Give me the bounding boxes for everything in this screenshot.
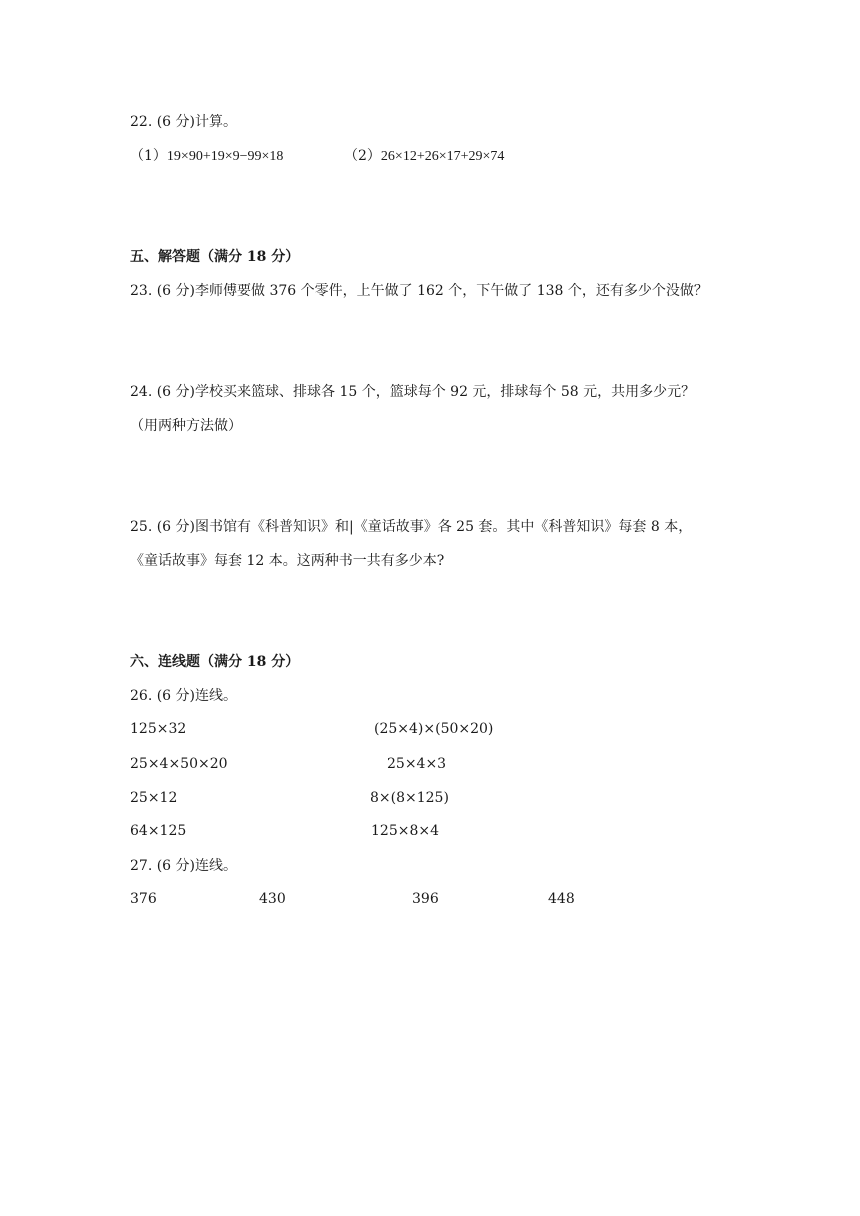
q26-header: 26. (6 分)连线。 xyxy=(130,688,237,704)
section-6-heading: 六、连线题（满分 18 分） xyxy=(130,654,300,670)
q27-number: 448 xyxy=(548,891,575,907)
section-5-heading: 五、解答题（满分 18 分） xyxy=(130,249,300,265)
q26-left-item: 64×125 xyxy=(130,823,187,839)
q22-part1-expression: 19×90+19×9−99×18 xyxy=(166,149,284,164)
q22-part1-label: （1） xyxy=(130,148,167,164)
q23-text: 23. (6 分)李师傅要做 376 个零件，上午做了 162 个，下午做了 138 个，还有多少个没做？ xyxy=(130,283,708,299)
q26-left-item: 125×32 xyxy=(130,721,187,737)
q22-header: 22. (6 分)计算。 xyxy=(130,114,237,130)
q26-right-item: (25×4)×(50×20) xyxy=(374,721,494,737)
q22-part2-label: （2） xyxy=(344,148,381,164)
q27-number: 430 xyxy=(259,891,286,907)
q26-left-item: 25×4×50×20 xyxy=(130,756,228,772)
q24-line-2: （用两种方法做） xyxy=(130,418,242,434)
q27-number: 376 xyxy=(130,891,157,907)
q25-line-2: 《童话故事》每套 12 本。这两种书一共有多少本? xyxy=(130,553,445,569)
q22-part2 xyxy=(344,146,504,167)
q22-part1 xyxy=(130,146,283,167)
q22-part2-expression: 26×12+26×17+29×74 xyxy=(380,149,505,164)
q27-number: 396 xyxy=(412,891,439,907)
q26-right-item: 125×8×4 xyxy=(371,823,439,839)
q26-right-item: 25×4×3 xyxy=(387,756,447,772)
q26-left-item: 25×12 xyxy=(130,790,178,806)
q26-right-item: 8×(8×125) xyxy=(370,790,449,806)
q27-header: 27. (6 分)连线。 xyxy=(130,858,237,874)
q24-line-1: 24. (6 分)学校买来篮球、排球各 15 个，篮球每个 92 元，排球每个 58 元，共用多少元？ xyxy=(130,384,696,400)
q25-line-1: 25. (6 分)图书馆有《科普知识》和|《童话故事》各 25 套。其中《科普知识》每套 8 本， xyxy=(130,519,693,535)
